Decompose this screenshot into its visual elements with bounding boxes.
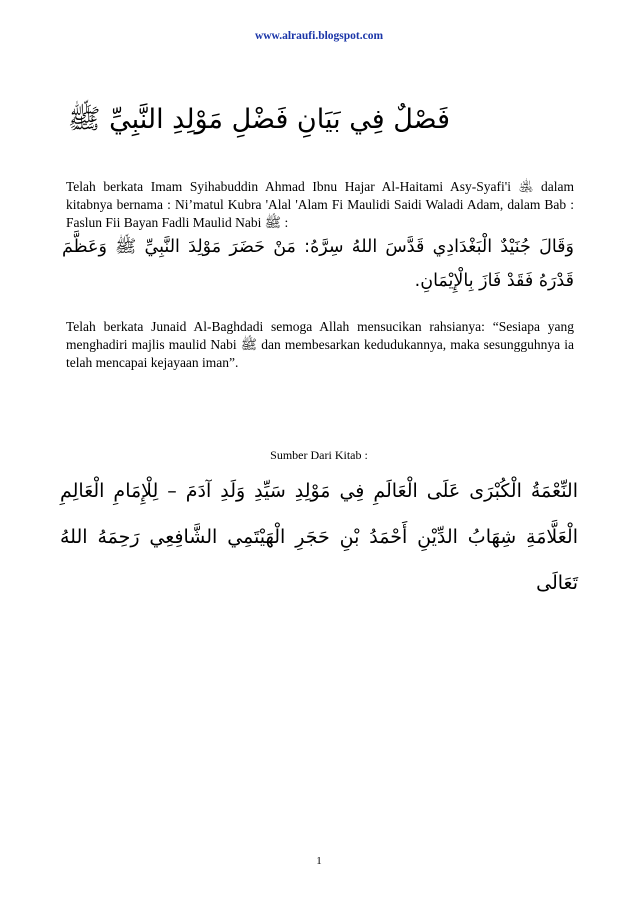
arabic-source-title: النِّعْمَةُ الْكُبْرَى عَلَى الْعَالَمِ فِي مَوْلِدِ سَيِّدِ وَلَدِ آدَمَ – لِلْإِمَامِ الْعَالِمِ الْعَلَّامَةِ شِهَابُ الدِّيْنِ أَحْمَدُ بْنِ حَجَرِ الْهَيْتَمِي الشَّافِعِي رَحِمَهُ اللهُ تَعَالَى xyxy=(60,480,578,594)
header-url[interactable]: www.alraufi.blogspot.com xyxy=(254,30,384,42)
arabic-title: فَصْلٌ فِي بَيَانِ فَضْلِ مَوْلِدِ النَّبِيِّ ﷺ xyxy=(67,104,450,135)
paragraph-intro: Telah berkata Imam Syihabuddin Ahmad Ibnu Hajar Al-Haitami Asy-Syafi'i ﵁ dalam kitabnya bernama : Ni’matul Kubra 'Alal 'Alam Fi Maulidi Saidi Waladi Adam, dalam Bab : Faslun Fii Bayan Fadli Maulid Nabi ﷺ : xyxy=(66,179,574,230)
page-number: 1 xyxy=(316,855,322,867)
source-label: Sumber Dari Kitab : xyxy=(270,448,368,462)
paragraph-translation: Telah berkata Junaid Al-Baghdadi semoga Allah mensucikan rahsianya: “Sesiapa yang menghadiri majlis maulid Nabi ﷺ dan membesarkan kedudukannya, maka sesungguhnya ia telah mencapai kejayaan iman”. xyxy=(66,319,575,370)
arabic-quote: وَقَالَ جُنَيْدٌ الْبَغْدَادِي قَدَّسَ اللهُ سِرَّهُ: مَنْ حَضَرَ مَوْلِدَ النَّبِيِّ ﷺ وَعَظَّمَ قَدْرَهُ فَقَدْ فَازَ بِالْإِيْمَانِ. xyxy=(62,237,574,291)
